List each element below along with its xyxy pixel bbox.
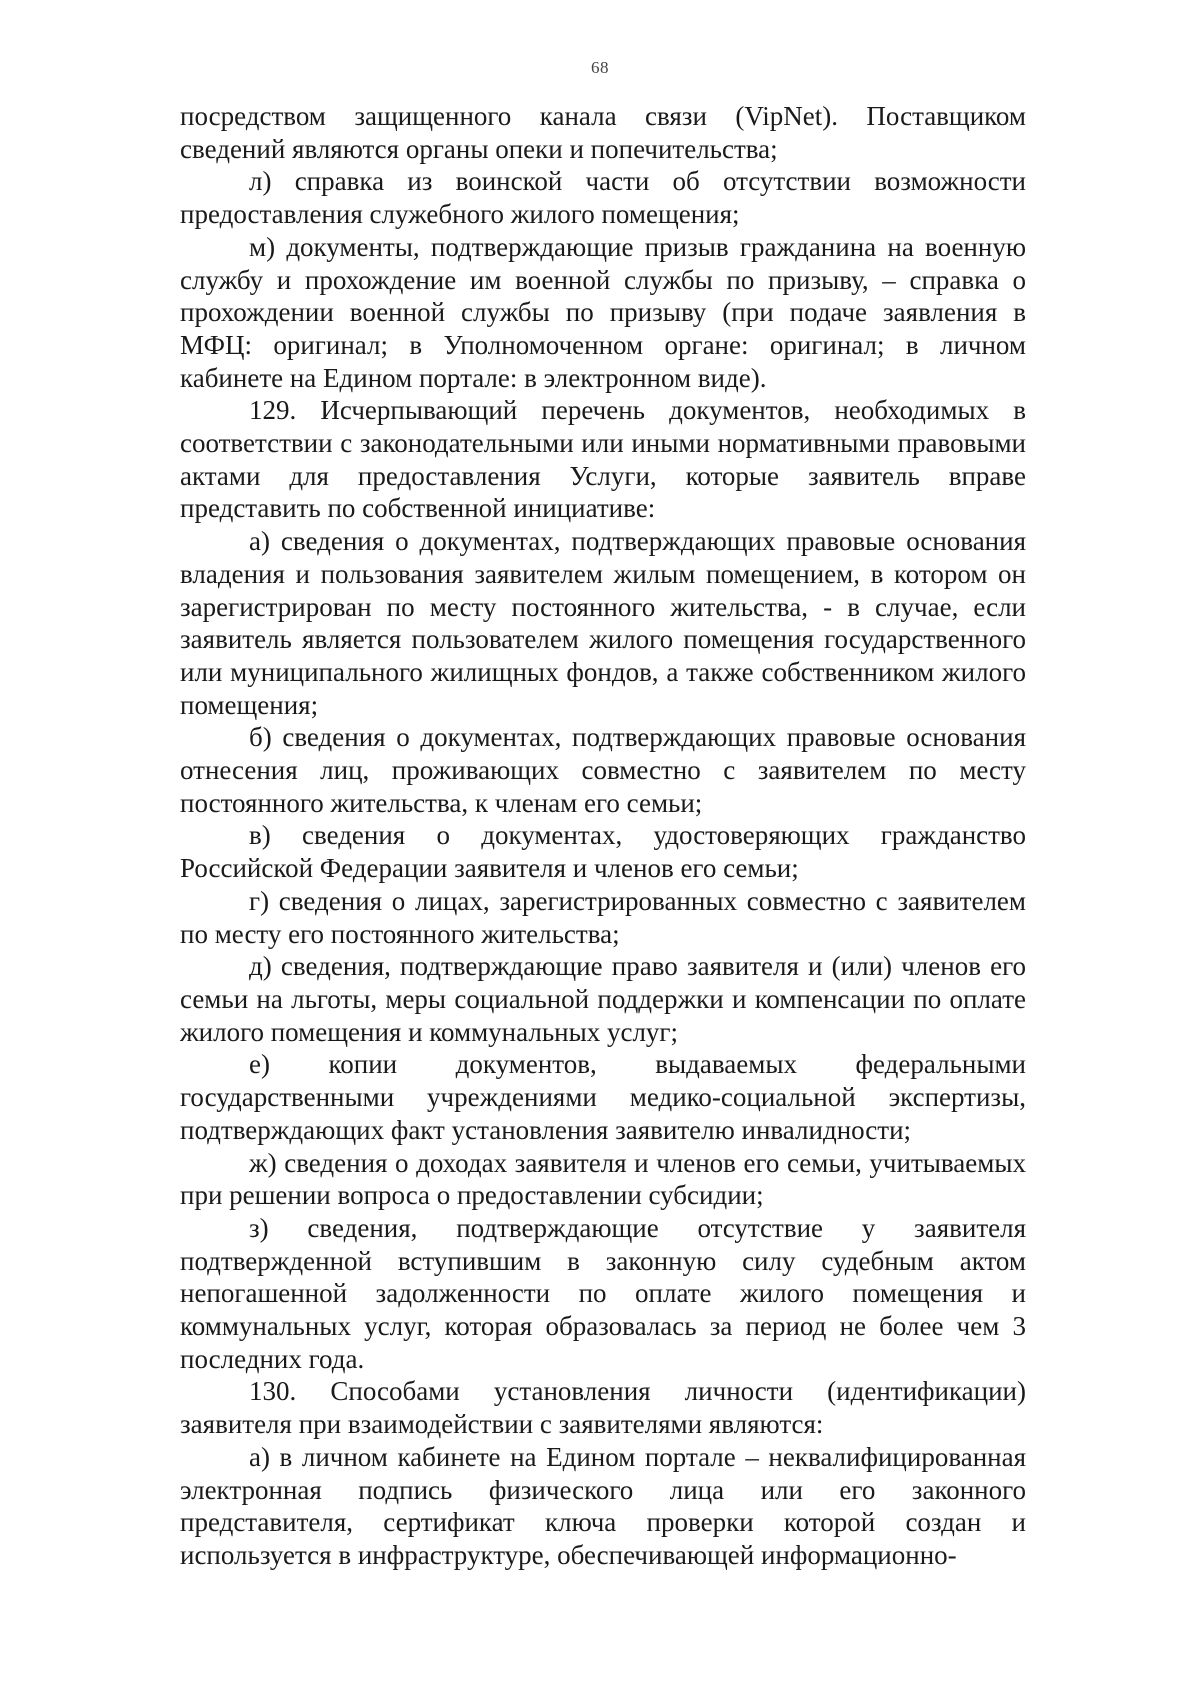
paragraph-129-e: е) копии документов, выдаваемых федеральными государственными учреждениями медико-социальной экспертизы, подтверждающих факт установления заявителю инвалидности; — [180, 1049, 1026, 1145]
paragraph-item-m: м) документы, подтверждающие призыв гражданина на военную службу и прохождение им военной службы по призыву, – справка о прохождении военной службы по призыву (при подаче заявления в МФЦ: оригинал; в Уполномоченном органе: оригинал; в личном кабинете на Едином портале: в электронном виде). — [180, 231, 1026, 393]
paragraph-129-a: а) сведения о документах, подтверждающих правовые основания владения и пользования заявителем жилым помещением, в котором он зарегистрирован по месту постоянного жительства, - в случае, если заявитель является пользователем жилого помещения государственного или муниципального жилищных фондов, а также собственником жилого помещения; — [180, 526, 1026, 720]
paragraph-129: 129. Исчерпывающий перечень документов, необходимых в соответствии с законодательными или иными нормативными правовыми актами для предоставления Услуги, которые заявитель вправе представить по собственной инициативе: — [180, 395, 1026, 524]
paragraph-129-d: д) сведения, подтверждающие право заявителя и (или) членов его семьи на льготы, меры социальной поддержки и компенсации по оплате жилого помещения и коммунальных услуг; — [180, 951, 1026, 1047]
paragraph-130: 130. Способами установления личности (идентификации) заявителя при взаимодействии с заявителями являются: — [180, 1376, 1026, 1440]
paragraph-continuation: посредством защищенного канала связи (VipNet). Поставщиком сведений являются органы опеки и попечительства; — [180, 101, 1026, 164]
paragraph-129-v: в) сведения о документах, удостоверяющих гражданство Российской Федерации заявителя и членов его семьи; — [180, 820, 1026, 884]
paragraph-129-z: з) сведения, подтверждающие отсутствие у заявителя подтвержденной вступившим в законную силу судебным актом непогашенной задолженности по оплате жилого помещения и коммунальных услуг, которая образовалась за период не более чем 3 последних года. — [180, 1212, 1026, 1374]
paragraph-item-l: л) справка из воинской части об отсутствии возможности предоставления служебного жилого помещения; — [180, 166, 1026, 230]
paragraph-130-a: а) в личном кабинете на Едином портале – неквалифицированная электронная подпись физического лица или его законного представителя, сертификат ключа проверки которой создан и используется в инфраструктуре, обеспечивающей информационно- — [180, 1441, 1026, 1570]
paragraph-129-g: г) сведения о лицах, зарегистрированных совместно с заявителем по месту его постоянного жительства; — [180, 885, 1026, 949]
paragraph-129-b: б) сведения о документах, подтверждающих правовые основания отнесения лиц, проживающих совместно с заявителем по месту постоянного жительства, к членам его семьи; — [180, 722, 1026, 818]
paragraph-129-zh: ж) сведения о доходах заявителя и членов его семьи, учитываемых при решении вопроса о предоставлении субсидии; — [180, 1147, 1026, 1211]
document-body — [180, 100, 1026, 1572]
page-number: 68 — [591, 58, 609, 77]
